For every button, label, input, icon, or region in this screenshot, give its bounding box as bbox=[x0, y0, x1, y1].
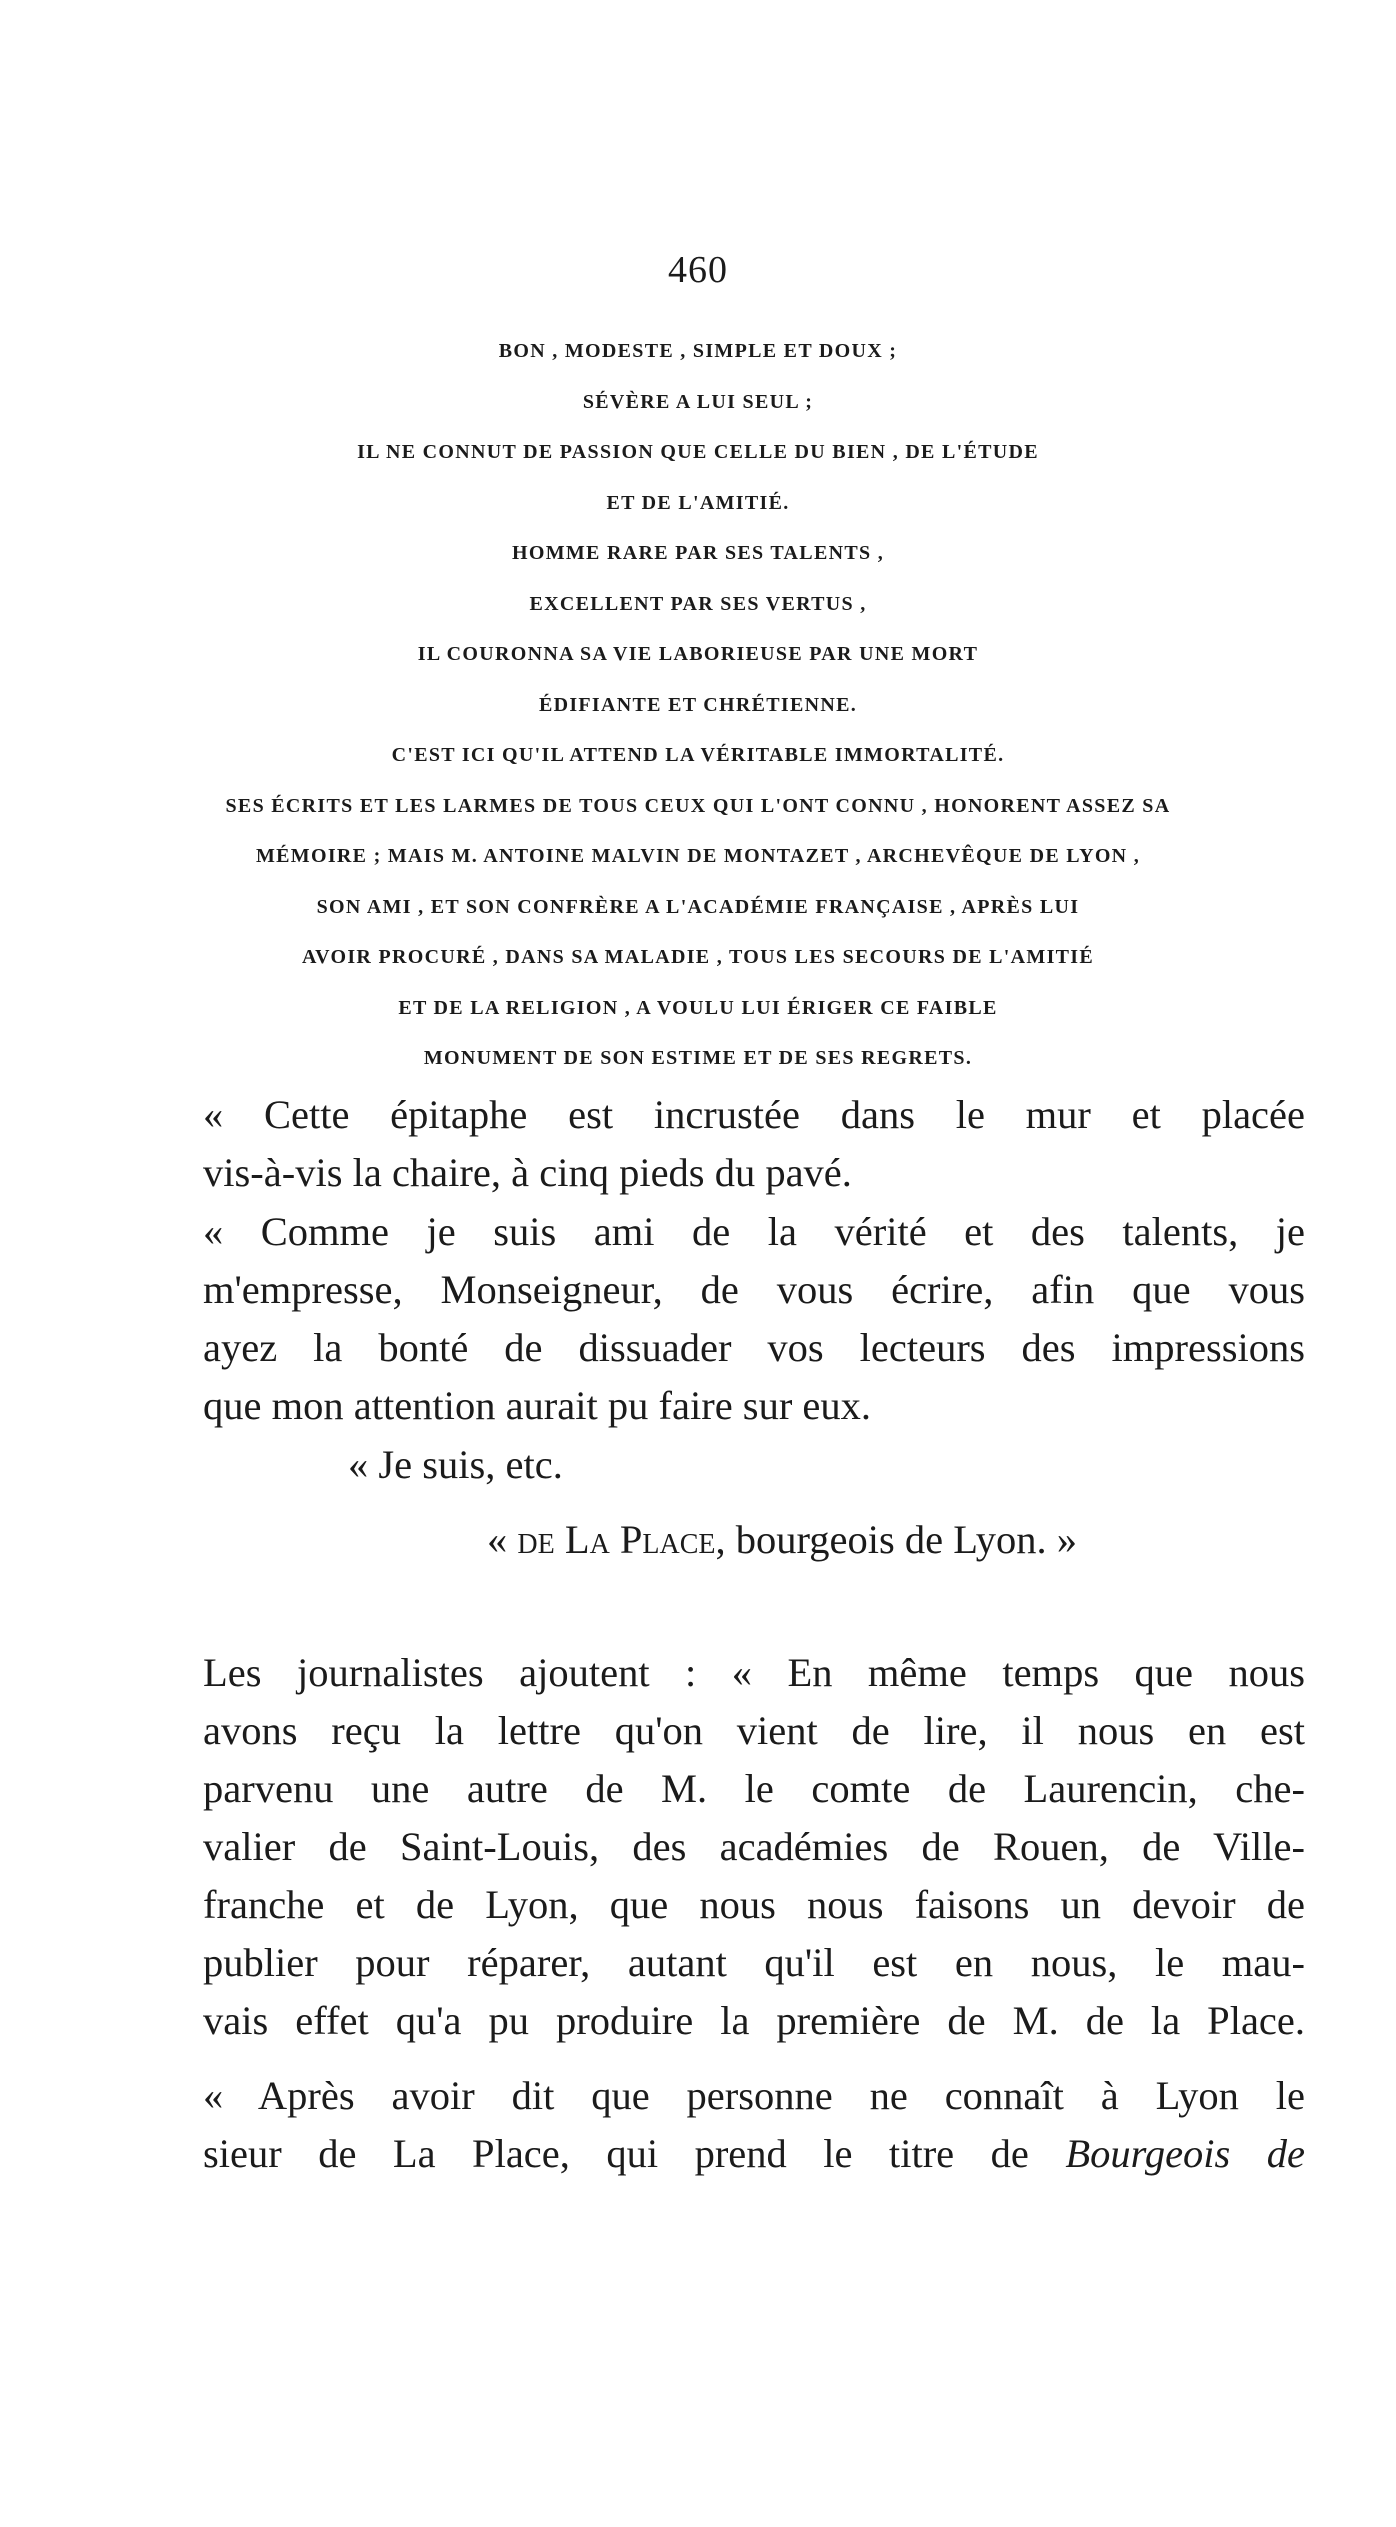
epitaph-line: ET DE L'AMITIÉ. bbox=[606, 491, 790, 514]
epitaph-line: MÉMOIRE ; MAIS M. ANTOINE MALVIN DE MONTAZET , ARCHEVÊQUE DE LYON , bbox=[255, 845, 1141, 867]
open-quote: « bbox=[487, 1517, 508, 1562]
text-line: publier pour réparer, autant qu'il est en nous, le mau- bbox=[203, 1940, 1305, 1985]
text-line: m'empresse, Monseigneur, de vous écrire, afin que vous bbox=[203, 1267, 1305, 1312]
text-line: « Cette épitaphe est incrustée dans le mur et placée bbox=[203, 1092, 1305, 1137]
epitaph-line: IL COURONNA SA VIE LABORIEUSE PAR UNE MORT bbox=[417, 643, 979, 665]
text-line: valier de Saint-Louis, des académies de Rouen, de Ville- bbox=[203, 1824, 1305, 1869]
epitaph-line: C'EST ICI QU'IL ATTEND LA VÉRITABLE IMMORTALITÉ. bbox=[391, 744, 1005, 766]
letter-signature bbox=[487, 1511, 1307, 1569]
text-line: avons reçu la lettre qu'on vient de lire, il nous en est bbox=[203, 1708, 1305, 1753]
epitaph-line: AVOIR PROCURÉ , DANS SA MALADIE , TOUS LES SECOURS DE L'AMITIÉ bbox=[301, 946, 1095, 968]
text-line: vais effet qu'a pu produire la première de M. de la Place. bbox=[203, 1998, 1305, 2043]
epitaph-line: ET DE LA RELIGION , A VOULU LUI ÉRIGER CE FAIBLE bbox=[398, 996, 998, 1019]
epitaph-line: MONUMENT DE SON ESTIME ET DE SES REGRETS. bbox=[423, 1047, 973, 1069]
epitaph-line: BON , MODESTE , SIMPLE ET DOUX ; bbox=[498, 340, 898, 362]
closing-line: « Je suis, etc. bbox=[348, 1442, 563, 1487]
paragraph-journalists bbox=[203, 1644, 1305, 2050]
epitaph-line: EXCELLENT PAR SES VERTUS , bbox=[529, 592, 867, 615]
italic-title: Bourgeois de bbox=[1065, 2131, 1306, 2176]
text-line: franche et de Lyon, que nous nous faisons un devoir de bbox=[203, 1882, 1305, 1927]
text-line: parvenu une autre de M. le comte de Laurencin, che- bbox=[203, 1766, 1305, 1811]
text-line: Les journalistes ajoutent : « En même temps que nous bbox=[203, 1650, 1305, 1695]
text-line: ayez la bonté de dissuader vos lecteurs des impressions bbox=[203, 1325, 1305, 1370]
page-number: 460 bbox=[668, 249, 728, 291]
text-line: que mon attention aurait pu faire sur eux. bbox=[203, 1383, 872, 1428]
text-line: vis-à-vis la chaire, à cinq pieds du pavé. bbox=[203, 1150, 852, 1195]
epitaph-line: SES ÉCRITS ET LES LARMES DE TOUS CEUX QUI L'ONT CONNU , HONORENT ASSEZ SA bbox=[225, 794, 1171, 817]
text-segment: sieur de La Place, qui prend le titre de bbox=[203, 2131, 1029, 2176]
paragraph-letter-body bbox=[203, 1203, 1305, 1435]
close-quote: » bbox=[1056, 1517, 1078, 1562]
signature-name: de La Place bbox=[517, 1517, 716, 1562]
epitaph-line: IL NE CONNUT DE PASSION QUE CELLE DU BIEN , DE L'ÉTUDE bbox=[357, 441, 1039, 463]
text-line bbox=[203, 2125, 1305, 2183]
paragraph-after bbox=[203, 2067, 1305, 2183]
epitaph-line: SÉVÈRE A LUI SEUL ; bbox=[582, 390, 814, 413]
epitaph-line: SON AMI , ET SON CONFRÈRE A L'ACADÉMIE FRANÇAISE , APRÈS LUI bbox=[316, 895, 1080, 918]
epitaph-inscription bbox=[200, 326, 1196, 1084]
letter-closing bbox=[348, 1436, 748, 1494]
signature-line bbox=[487, 1511, 1307, 1569]
signature-rest: , bourgeois de Lyon. bbox=[715, 1517, 1047, 1562]
paragraph-epitaph-location bbox=[203, 1086, 1305, 1202]
text-line: « Comme je suis ami de la vérité et des talents, je bbox=[203, 1209, 1305, 1254]
epitaph-line: HOMME RARE PAR SES TALENTS , bbox=[511, 542, 884, 564]
text-line: « Après avoir dit que personne ne connaît à Lyon le bbox=[203, 2073, 1305, 2118]
epitaph-line: ÉDIFIANTE ET CHRÉTIENNE. bbox=[538, 693, 858, 716]
